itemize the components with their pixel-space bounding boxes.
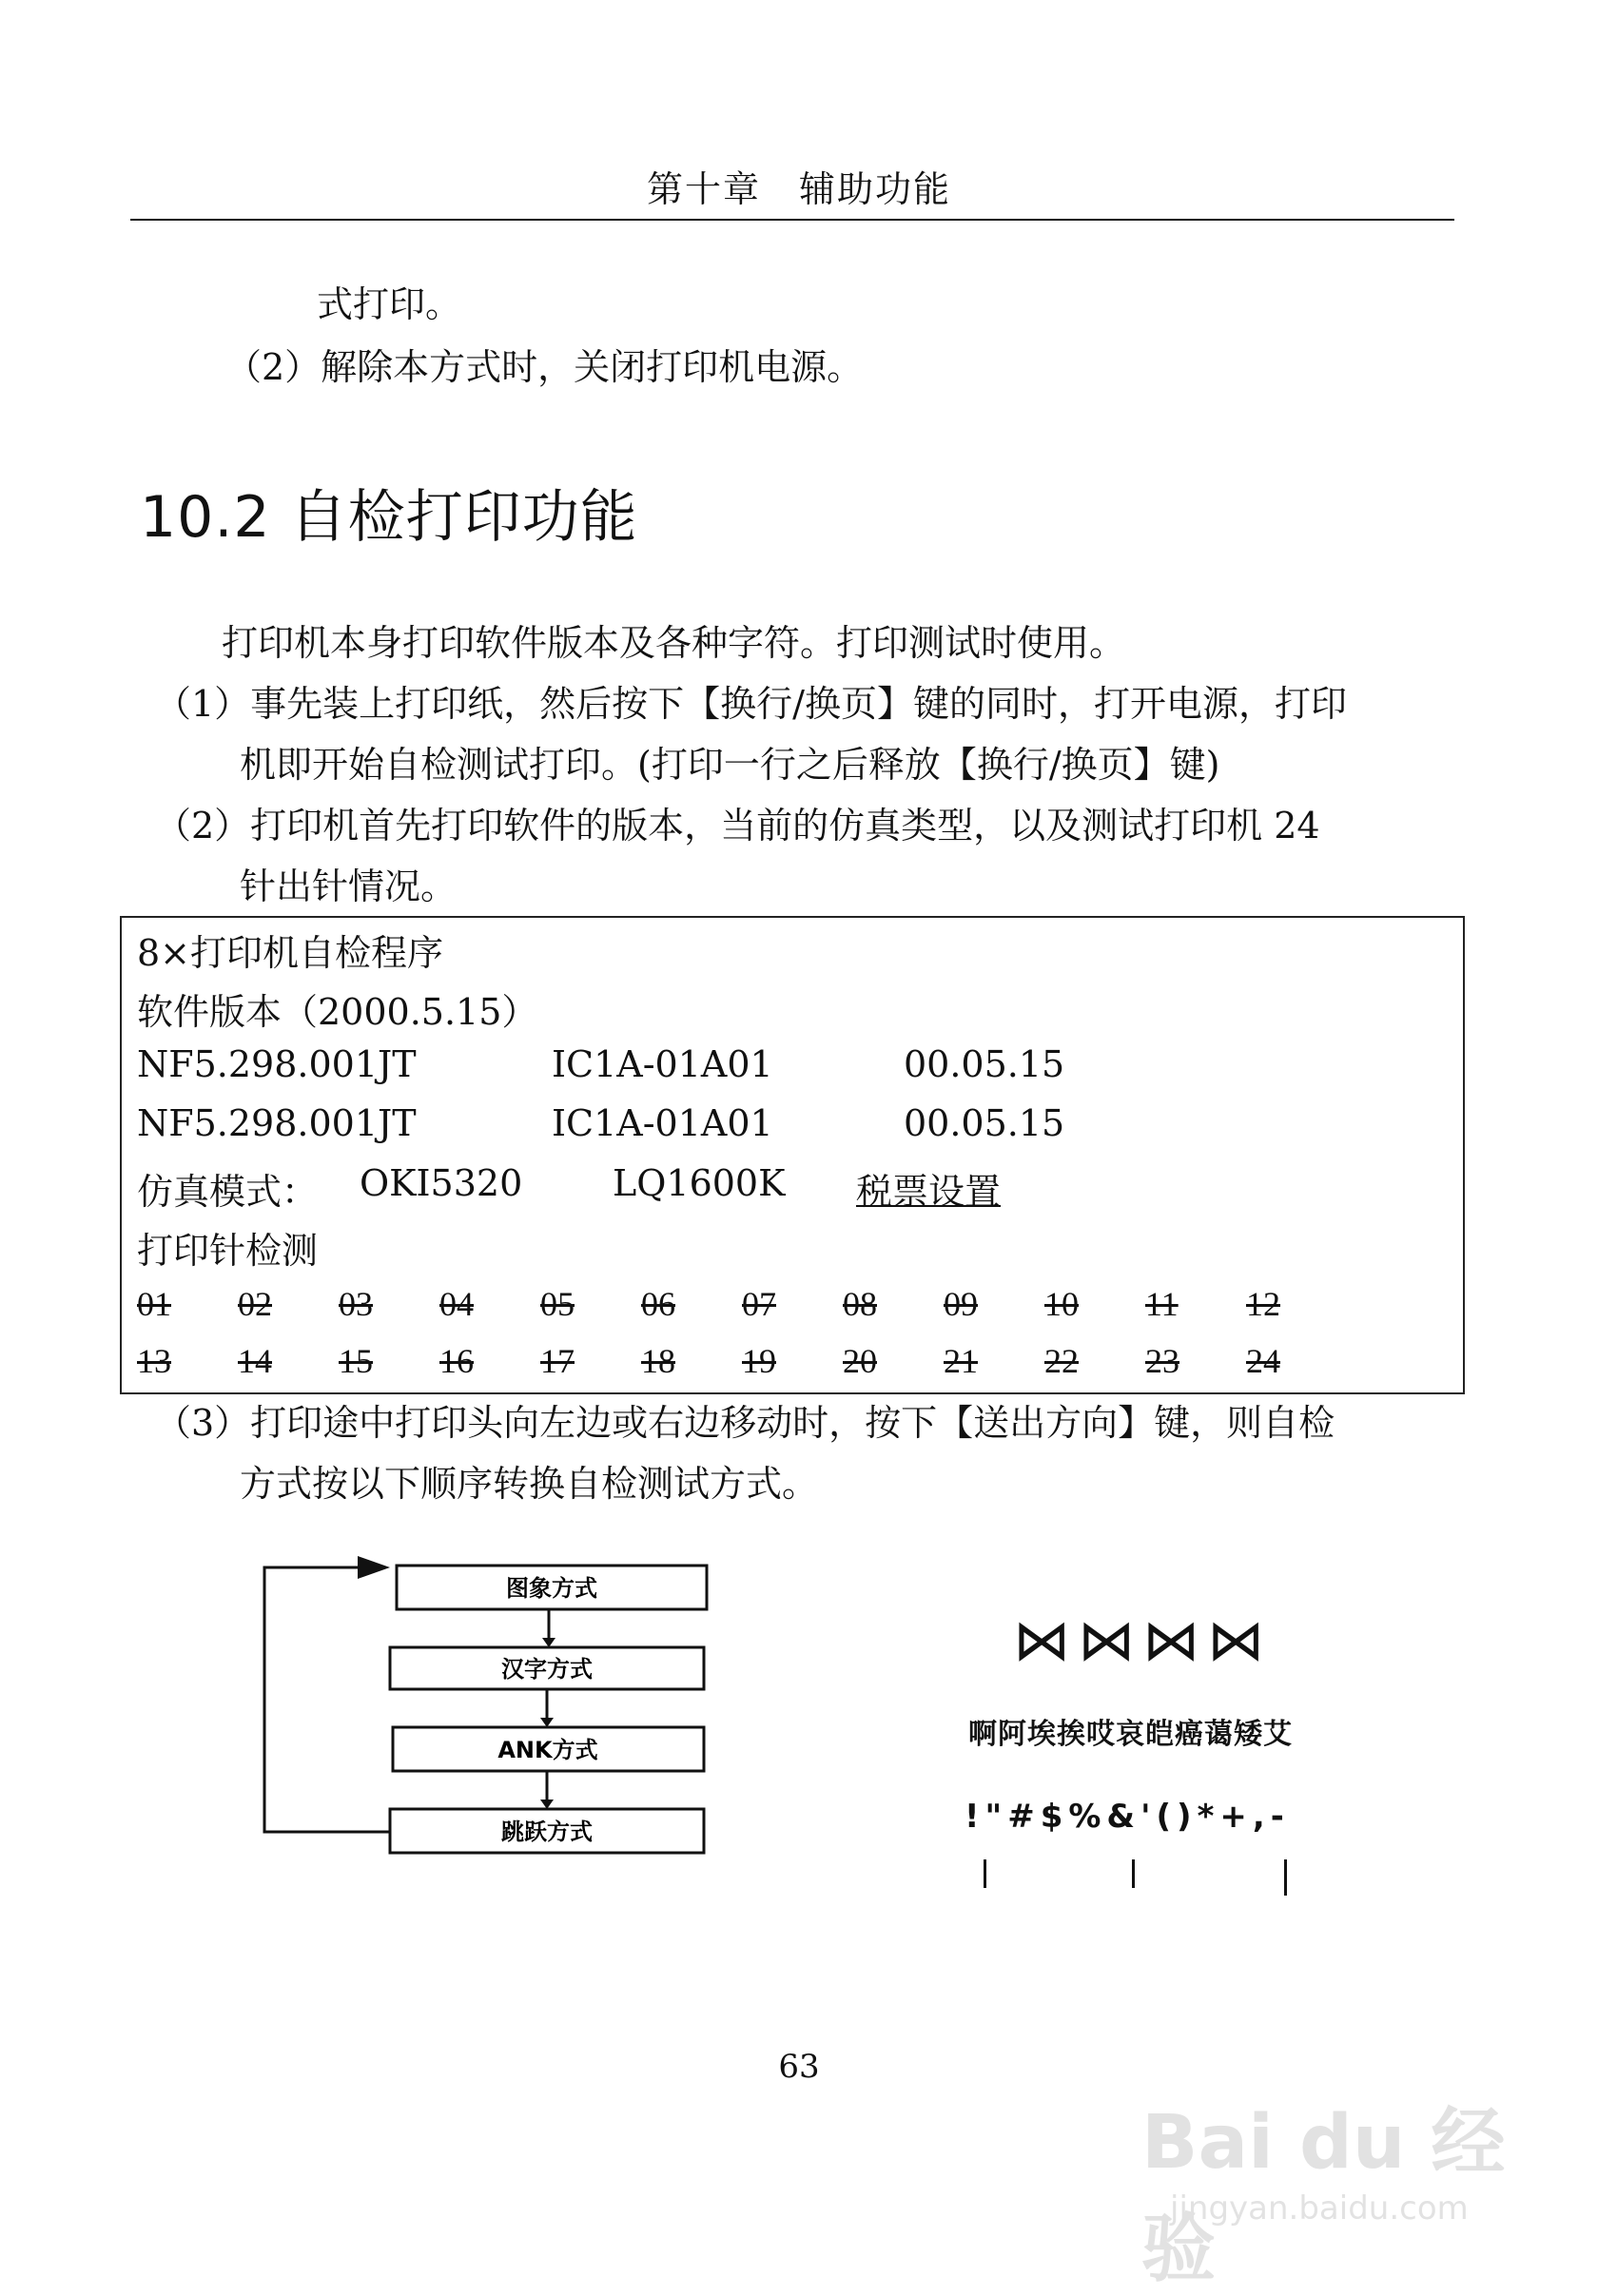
item-3-line-1: （3）打印途中打印头向左边或右边移动时，按下【送出方向】键，则自检 [155, 1402, 1335, 1444]
version-model: IC1A-01A01 [552, 1043, 773, 1085]
selftest-output-box [120, 916, 1465, 1394]
pin-number: 14 [238, 1342, 272, 1380]
flow-step-skip: 跳跃方式 [501, 1819, 593, 1845]
intro-line-1: 式打印。 [317, 283, 462, 325]
flow-step-ank: ANK方式 [497, 1737, 598, 1763]
pin-number: 07 [742, 1285, 776, 1323]
pin-number: 22 [1044, 1342, 1079, 1380]
pin-number: 17 [540, 1342, 575, 1380]
version-date: 00.05.15 [904, 1102, 1065, 1144]
emulation-oki: OKI5320 [360, 1162, 523, 1204]
pin-number: 12 [1246, 1285, 1280, 1323]
version-date: 00.05.15 [904, 1043, 1065, 1085]
sample-ascii-row: !"#$%&'()*+,- [965, 1798, 1290, 1836]
pin-number: 02 [238, 1285, 272, 1323]
selftest-title: 8×打印机自检程序 [137, 932, 444, 974]
sample-tick [1132, 1859, 1135, 1888]
header-rule [130, 219, 1454, 221]
pin-number: 23 [1145, 1342, 1179, 1380]
chapter-header: 第十章 辅助功能 [646, 168, 951, 210]
watermark-brand: Bai du 经验 [1141, 2100, 1506, 2292]
emulation-label: 仿真模式： [137, 1171, 319, 1213]
mode-flowchart [257, 1550, 723, 1874]
pin-number: 06 [641, 1285, 675, 1323]
version-model: IC1A-01A01 [552, 1102, 773, 1144]
item-2-line-1: （2）打印机首先打印软件的版本，当前的仿真类型，以及测试打印机 24 [155, 805, 1320, 846]
pin-number: 24 [1246, 1342, 1280, 1380]
sample-chinese-row: 啊阿埃挨哎哀皑癌蔼矮艾 [968, 1718, 1293, 1751]
flow-step-hanzi: 汉字方式 [501, 1656, 593, 1683]
pin-number: 16 [439, 1342, 474, 1380]
baidu-watermark [1141, 2083, 1541, 2292]
emulation-lq: LQ1600K [613, 1162, 786, 1204]
item-1-line-2: 机即开始自检测试打印。(打印一行之后释放【换行/换页】键) [240, 744, 1220, 786]
item-2-line-2: 针出针情况。 [240, 866, 458, 907]
section-paragraph: 打印机本身打印软件版本及各种字符。打印测试时使用。 [222, 622, 1126, 664]
pin-number: 15 [339, 1342, 373, 1380]
pin-number: 04 [439, 1285, 474, 1323]
pin-number: 10 [1044, 1285, 1079, 1323]
sample-symbols-row: ⋈⋈⋈⋈ [1013, 1607, 1272, 1674]
sample-tick [984, 1859, 986, 1888]
pin-number: 05 [540, 1285, 575, 1323]
intro-line-2: （2）解除本方式时，关闭打印机电源。 [225, 346, 864, 388]
arrow-right-icon [358, 1556, 390, 1579]
section-heading: 10.2 自检打印功能 [140, 484, 638, 551]
tax-setting: 税票设置 [856, 1171, 1002, 1213]
item-3-line-2: 方式按以下顺序转换自检测试方式。 [240, 1463, 819, 1505]
software-version: 软件版本（2000.5.15） [137, 991, 538, 1033]
version-code: NF5.298.001JT [137, 1102, 417, 1144]
version-code: NF5.298.001JT [137, 1043, 417, 1085]
pin-number: 18 [641, 1342, 675, 1380]
flow-step-image: 图象方式 [506, 1575, 597, 1602]
watermark-url: jingyan.baidu.com [1170, 2189, 1469, 2228]
pin-number: 13 [137, 1342, 171, 1380]
sample-tick [1284, 1859, 1287, 1896]
pin-number: 08 [843, 1285, 877, 1323]
pin-number: 11 [1145, 1285, 1179, 1323]
pin-number: 21 [944, 1342, 978, 1380]
pin-check-label: 打印针检测 [137, 1230, 319, 1272]
pin-number: 20 [843, 1342, 877, 1380]
pin-number: 03 [339, 1285, 373, 1323]
pin-number: 19 [742, 1342, 776, 1380]
item-1-line-1: （1）事先装上打印纸，然后按下【换行/换页】键的同时，打开电源，打印 [155, 683, 1347, 725]
pin-number: 09 [944, 1285, 978, 1323]
pin-number: 01 [137, 1285, 171, 1323]
page-number: 63 [778, 2048, 820, 2086]
